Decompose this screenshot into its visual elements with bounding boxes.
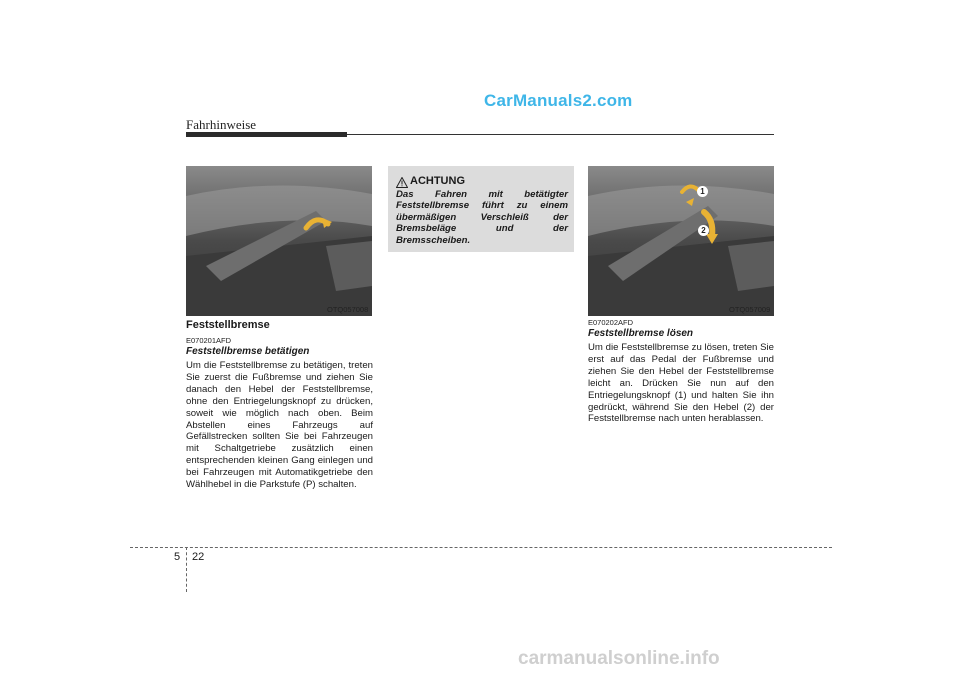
parking-brake-photo-left — [186, 166, 372, 316]
body-release: Um die Feststellbremse zu lösen, treten Sie erst auf das Pedal der Fußbremse und ziehen Sie den Hebel der Feststellbremse leicht an. Drücken Sie nun auf den Entriegelungsknopf (1) und halten Sie ihn gedrückt, während Sie den Hebel (2) der Feststellbremse nach unten herablassen. — [588, 342, 774, 425]
warning-text: Das Fahren mit betätigter Feststellbremse führt zu einem übermäßigen Verschleiß der Bremsbeläge und der Bremsscheiben. — [396, 189, 568, 246]
photo-label-left: OTQ057008 — [327, 305, 369, 314]
callout-1: 1 — [697, 186, 708, 197]
watermark-top-link[interactable]: CarManuals2.com — [484, 91, 633, 110]
subheading-apply: Feststellbremse betätigen — [186, 346, 310, 357]
section-title: Fahrhinweise — [186, 117, 257, 132]
header-bar — [186, 132, 347, 137]
header-rule — [347, 134, 774, 135]
warning-title: ACHTUNG — [410, 175, 465, 187]
parking-brake-photo-right — [588, 166, 774, 316]
watermark-bottom-link[interactable]: carmanualsonline.info — [518, 648, 720, 669]
chapter-number: 5 — [174, 551, 181, 563]
body-apply: Um die Feststellbremse zu betätigen, treten Sie zuerst die Fußbremse und ziehen Sie danach den Hebel der Feststellbremse, ohne den Entriegelungsknopf zu drücken, soweit wie möglich nach oben. Beim Abstellen eines Fahrzeugs auf Gefällstrecken sollten Sie bei Fahrzeugen mit Schaltgetriebe zusätzlich einen entsprechenden kleinen Gang einlegen und bei Fahrzeugen mit Automatikgetriebe den Wählhebel in die Parkstufe (P) schalten. — [186, 360, 373, 491]
photo-label-right: OTQ057009 — [729, 305, 771, 314]
heading-parking-brake: Feststellbremse — [186, 319, 270, 331]
callout-2: 2 — [698, 225, 709, 236]
section-code-right: E070202AFD — [588, 318, 634, 327]
section-code-left: E070201AFD — [186, 336, 232, 345]
subheading-release: Feststellbremse lösen — [588, 328, 694, 339]
footer-divider — [186, 547, 187, 592]
page-number: 22 — [192, 551, 205, 563]
footer-rule — [130, 547, 832, 548]
